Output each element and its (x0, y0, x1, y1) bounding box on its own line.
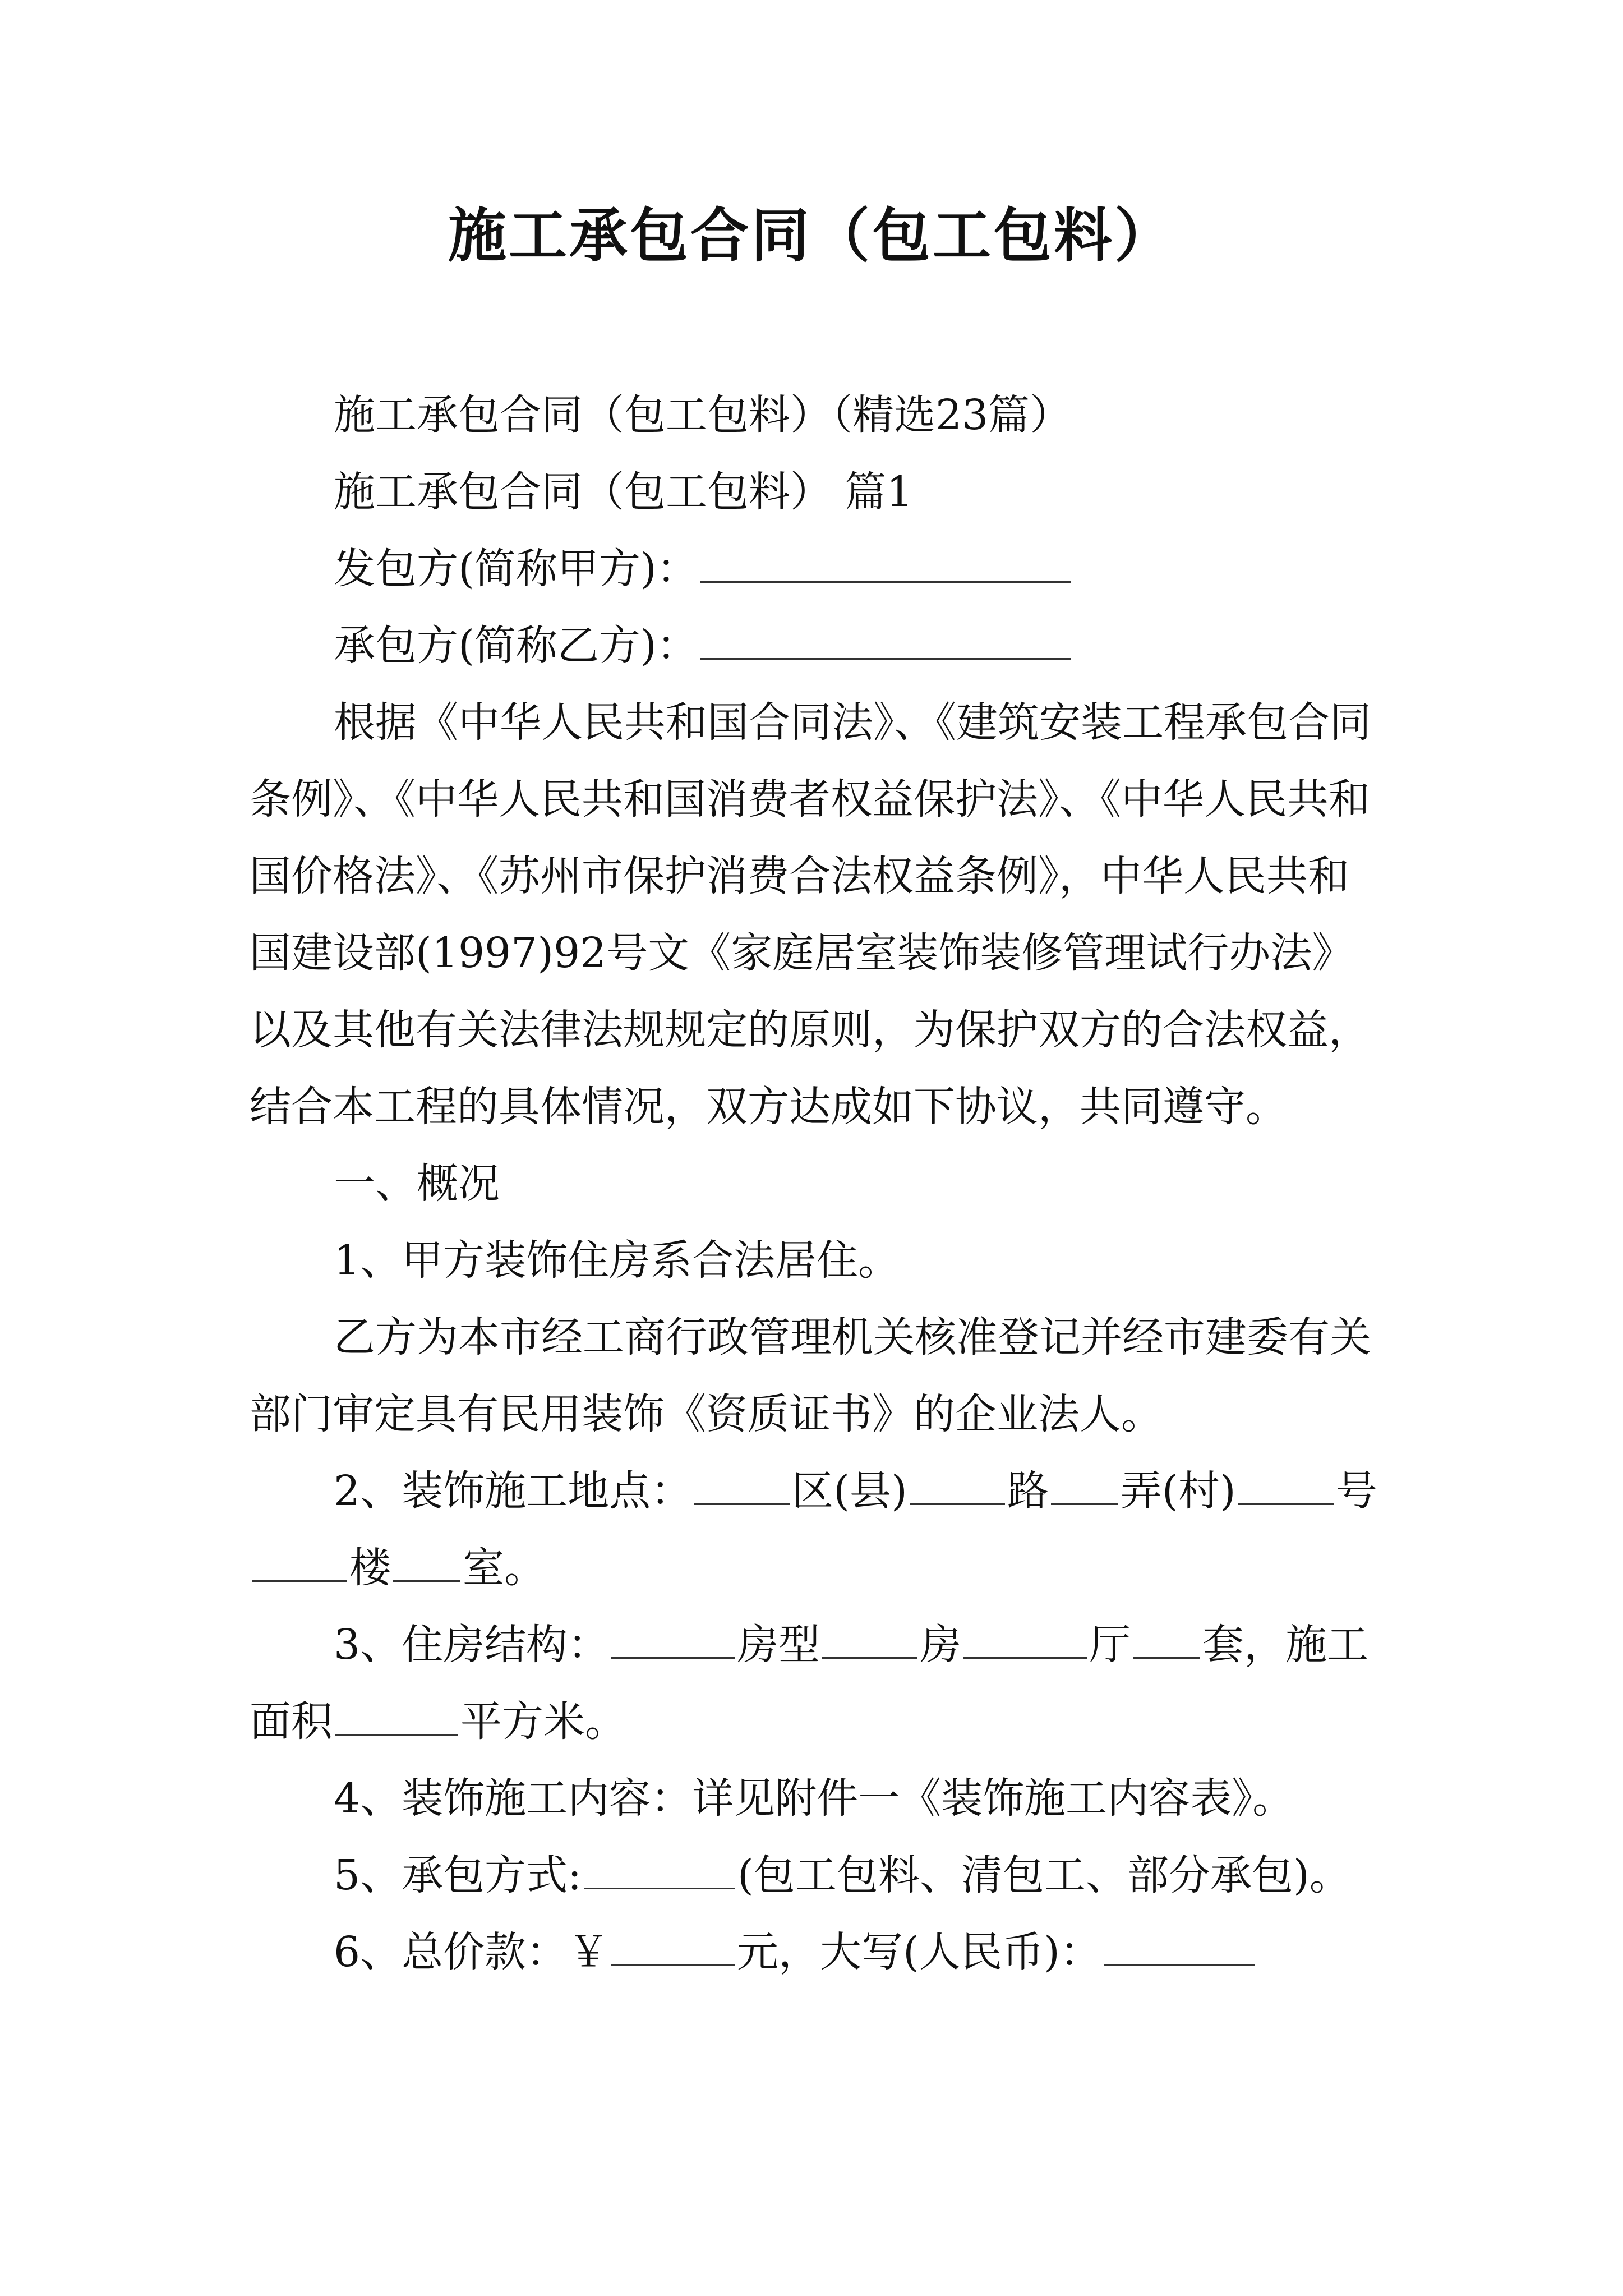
item-6 (250, 1914, 1382, 1991)
item-2-prefix: 2、装饰施工地点： (334, 1467, 693, 1515)
item-1-b: 乙方为本市经工商行政管理机关核准登记并经市建委有关部门审定具有民用装饰《资质证书》的企业法人。 (250, 1313, 1371, 1438)
item-5 (250, 1837, 1382, 1914)
type-blank (611, 1618, 735, 1659)
item-3-suite: 套，施工面积 (250, 1621, 1369, 1746)
number-blank (1238, 1464, 1334, 1505)
item-2-number: 号 (1335, 1467, 1377, 1515)
party-b-line (250, 608, 1382, 684)
item-5-options: (包工包料、清包工、部分承包)。 (737, 1851, 1351, 1899)
party-b-blank (700, 619, 1071, 660)
subtitle: 施工承包合同（包工包料）（精选23篇） (334, 391, 1072, 439)
item-3-rooms: 房 (920, 1621, 962, 1669)
section-heading: 施工承包合同（包工包料） 篇1 (334, 468, 913, 516)
item-2-district: 区(县) (792, 1467, 907, 1515)
area-blank (335, 1695, 458, 1736)
item-3-unit: 平方米。 (460, 1697, 626, 1746)
building-blank (252, 1541, 347, 1582)
party-a-label: 发包方(简称甲方)： (334, 545, 698, 593)
rooms-blank (822, 1618, 917, 1659)
party-b-label: 承包方(简称乙方)： (334, 622, 698, 670)
document-title: 施工承包合同（包工包料） (448, 201, 1175, 270)
party-a-blank (700, 542, 1071, 583)
suite-blank (1133, 1618, 1200, 1659)
item-6-prefix: 6、总价款：￥ (334, 1928, 610, 1976)
road-blank (910, 1464, 1005, 1505)
item-3-halls: 厅 (1089, 1621, 1131, 1669)
item-2 (250, 1453, 1382, 1607)
room-blank (393, 1541, 460, 1582)
price-words-blank (1104, 1925, 1255, 1966)
item-4: 4、装饰施工内容：详见附件一《装饰施工内容表》。 (334, 1774, 1294, 1823)
method-blank (584, 1848, 735, 1889)
party-a-line (250, 531, 1382, 608)
item-3 (250, 1607, 1382, 1760)
item-2-lane: 弄(村) (1120, 1467, 1236, 1515)
district-blank (694, 1464, 790, 1505)
item-2-building: 楼 (349, 1544, 391, 1592)
item-2-room: 室。 (463, 1544, 546, 1592)
intro-paragraph: 根据《中华人民共和国合同法》、《建筑安装工程承包合同条例》、《中华人民共和国消费者权益保护法》、《中华人民共和国价格法》、《苏州市保护消费合法权益条例》，中华人民共和国建设部(1997)92号文《家庭居室装饰装修管理试行办法》以及其他有关法律法规规定的原则，为保护双方的合法权益，结合本工程的具体情况，双方达成如下协议，共同遵守。 (250, 698, 1371, 1131)
price-blank (611, 1925, 735, 1966)
item-3-prefix: 3、住房结构： (334, 1621, 610, 1669)
lane-blank (1051, 1464, 1118, 1505)
item-5-prefix: 5、承包方式: (334, 1851, 582, 1899)
item-2-road: 路 (1007, 1467, 1049, 1515)
item-3-type: 房型 (737, 1621, 820, 1669)
item-1: 1、甲方装饰住房系合法居住。 (334, 1236, 900, 1285)
halls-blank (963, 1618, 1087, 1659)
item-6-middle: 元，大写(人民币)： (737, 1928, 1101, 1976)
document-body (250, 377, 1382, 1991)
heading-overview: 一、概况 (334, 1159, 500, 1208)
